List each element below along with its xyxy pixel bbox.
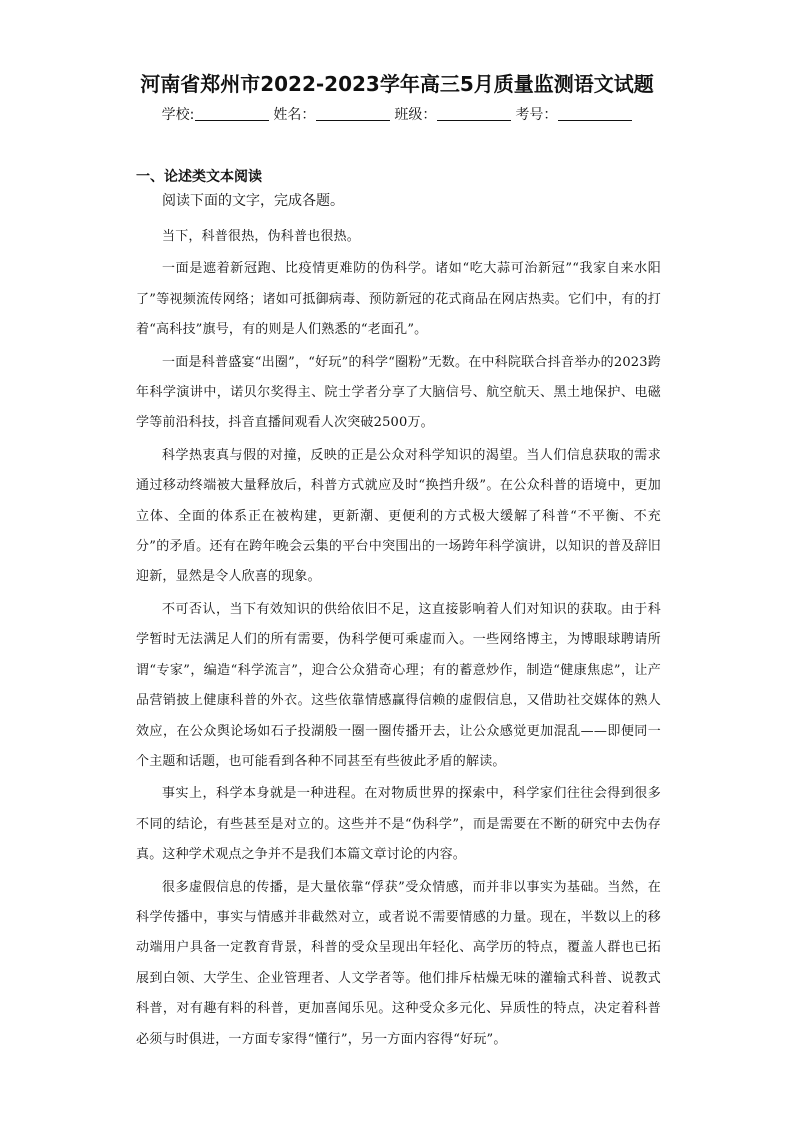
- name-field: [273, 104, 390, 124]
- article-paragraph: 当下，科普很热，伪科普也很热。: [162, 229, 361, 244]
- exam-number-blank[interactable]: [558, 106, 632, 121]
- section-instruction: 阅读下面的文字，完成各题。: [162, 193, 344, 209]
- class-blank[interactable]: [437, 106, 511, 121]
- article-paragraph: 事实上，科学本身就是一种进程。在对物质世界的探索中，科学家们往往会得到很多不同的结论，有些甚至是对立的。这些并不是“伪科学”，而是需要在不断的研究中去伪存真。这种学术观点之争并不是我们本篇文章讨论的内容。: [136, 786, 661, 863]
- section-heading: 一、论述类文本阅读: [136, 169, 262, 185]
- exam-number-label: 考号：: [515, 107, 558, 123]
- exam-number-field: [515, 104, 632, 124]
- class-label: 班级：: [394, 107, 437, 123]
- name-blank[interactable]: [316, 106, 390, 121]
- article-paragraph: 不可否认，当下有效知识的供给依旧不足，这直接影响着人们对知识的获取。由于科学暂时无法满足人们的所有需要，伪科学便可乘虚而入。一些网络博主，为博眼球聘请所谓“专家”，编造“科学流言”，迎合公众猎奇心理；有的蓄意炒作，制造“健康焦虑”，让产品营销披上健康科普的外衣。这些依靠情感赢得信赖的虚假信息，又借助社交媒体的熟人效应，在公众舆论场如石子投湖般一圈一圈传播开去，让公众感觉更加混乱——即便同一个主题和话题，也可能看到各种不同甚至有些彼此矛盾的解读。: [136, 601, 661, 769]
- name-label: 姓名：: [273, 107, 316, 123]
- article-body: [136, 222, 661, 1057]
- school-label: 学校:: [161, 107, 195, 123]
- exam-title: 河南省郑州市2022-2023学年高三5月质量监测语文试题: [140, 72, 654, 96]
- school-field: [162, 104, 270, 124]
- article-paragraph: 一面是科普盛宴“出圈”，“好玩”的科学“圈粉”无数。在中科院联合抖音举办的2023跨年科学演讲中，诺贝尔奖得主、院士学者分享了大脑信号、航空航天、黑土地保护、电磁学等前沿科技，抖音直播间观看人次突破2500万。: [136, 354, 661, 431]
- school-blank[interactable]: [195, 106, 269, 121]
- article-paragraph: 一面是遮着新冠跑、比疫情更难防的伪科学。诸如“吃大蒜可治新冠”“我家自来水阳了”等视频流传网络；诸如可抵御病毒、预防新冠的花式商品在网店热卖。它们中，有的打着“高科技”旗号，有的则是人们熟悉的“老面孔”。: [136, 261, 661, 338]
- student-info-row: [0, 104, 794, 124]
- class-field: [394, 104, 511, 124]
- article-paragraph: 科学热衷真与假的对撞，反映的正是公众对科学知识的渴望。当人们信息获取的需求通过移动终端被大量释放后，科普方式就应及时“换挡升级”。在公众科普的语境中，更加立体、全面的体系正在被构建，更新潮、更便利的方式极大缓解了科普“不平衡、不充分”的矛盾。还有在跨年晚会云集的平台中突围出的一场跨年科学演讲，以知识的普及辞旧迎新，显然是令人欣喜的现象。: [136, 447, 661, 585]
- article-paragraph: 很多虚假信息的传播，是大量依靠“俘获”受众情感，而并非以事实为基础。当然，在科学传播中，事实与情感并非截然对立，或者说不需要情感的力量。现在，半数以上的移动端用户具备一定教育背景，科普的受众呈现出年轻化、高学历的特点，覆盖人群也已拓展到白领、大学生、企业管理者、人文学者等。他们排斥枯燥无味的灌输式科普、说教式科普，对有趣有料的科普，更加喜闻乐见。这种受众多元化、异质性的特点，决定着科普必须与时俱进，一方面专家得“懂行”，另一方面内容得“好玩”。: [136, 879, 661, 1047]
